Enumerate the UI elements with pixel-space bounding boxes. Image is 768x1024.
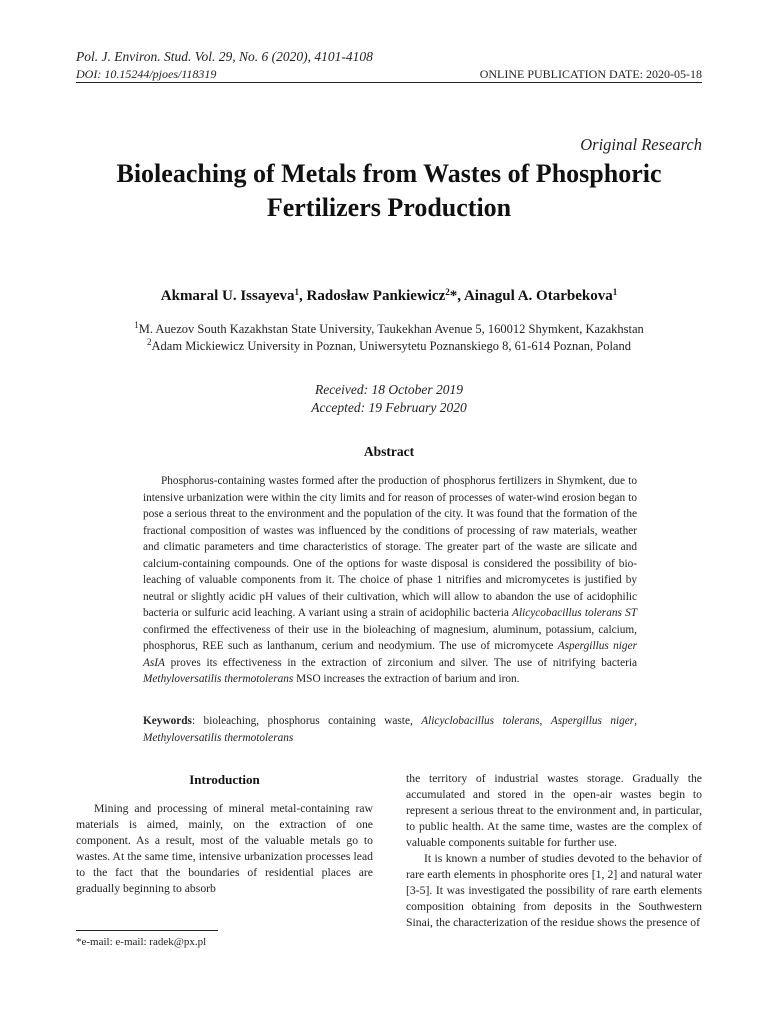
affiliation bbox=[76, 339, 702, 354]
body-paragraph: the territory of industrial wastes storage. Gradually the accumulated and stored in the open-air wastes begin to represent a serious threat to the environment and, in particular, to public health. At the same time, wastes are the complex of valuable components suitable for further use. bbox=[406, 772, 702, 849]
left-column bbox=[76, 801, 373, 897]
keyword-species: Methyloversatilis thermotolerans bbox=[143, 731, 294, 744]
body-paragraph: It is known a number of studies devoted to the behavior of rare earth elements in phosphorite ores [1, 2] and natural water [3-5]. It was investigated the possibility of rare earth elements composition obtaining from deposits in the Southwestern Sinai, the characterization of the residue shows the presence of bbox=[406, 852, 702, 929]
keywords-text: : bioleaching, phosphorus containing waste, bbox=[191, 715, 422, 727]
article-type: Original Research bbox=[580, 135, 702, 154]
author-name: Radosław Pankiewicz bbox=[306, 288, 446, 304]
author-affiliation-mark: 1 bbox=[294, 287, 300, 297]
keyword-separator: , bbox=[634, 715, 638, 727]
author-name: Akmaral U. Issayeva bbox=[160, 288, 295, 304]
keywords bbox=[143, 713, 637, 746]
author-affiliation-mark: 1 bbox=[612, 287, 618, 297]
header-divider bbox=[76, 82, 702, 83]
footnote-divider bbox=[76, 930, 218, 931]
author-separator: , bbox=[457, 288, 464, 304]
abstract-text: proves its effectiveness in the extraction of zirconium and silver. The use of nitrifying bacteria bbox=[164, 656, 637, 669]
author-affiliation-mark: 2 bbox=[445, 287, 450, 297]
accepted-date: Accepted: 19 February 2020 bbox=[311, 400, 467, 415]
right-column bbox=[406, 771, 702, 931]
introduction-heading: Introduction bbox=[189, 772, 260, 787]
doi-link[interactable]: DOI: 10.15244/pjoes/118319 bbox=[76, 67, 217, 81]
keyword-separator: , bbox=[539, 715, 551, 727]
abstract-text: MSO increases the extraction of barium and iron. bbox=[293, 673, 520, 685]
received-date: Received: 18 October 2019 bbox=[314, 382, 464, 397]
abstract-text: Phosphorus-containing wastes formed after the production of phosphorus fertilizers in Shymkent, due to intensive urbanization were within the city limits and for reason of processes of water-wind erosion began to pose a serious threat to the environment and the population of the city. It was found that the formation of the fractional composition of wastes was influenced by the conditions of processing of raw materials, weather and climatic parameters and time characteristics of storage. The greater part of the waste are silicate and calcium-containing compounds. One of the options for waste disposal is considered the possibility of bio-leaching of valuable components from it. The choice of phase 1 nitrifies and micromycetes is justified by neutral or slightly acidic pH values of their cultivation, which will allow to abandon the use of acidophilic bacteria or sulfuric acid leaching. A variant using a strain of acidophilic bacteria bbox=[143, 475, 637, 619]
species-name: Alicycobacillus tolerans ST bbox=[512, 607, 637, 619]
body-paragraph: Mining and processing of mineral metal-containing raw materials is aimed, mainly, on the extraction of one component. As a result, most of the valuable metals go to wastes. At the same time, intensive urbanization processes lead to the fact that the boundaries of residential places are gradually beginning to absorb bbox=[76, 802, 373, 895]
affiliation-number: 2 bbox=[147, 337, 152, 347]
species-name: Aspergillus niger AsIA bbox=[143, 640, 637, 669]
keyword-species: Aspergillus niger bbox=[550, 715, 635, 727]
affiliation-text: Adam Mickiewicz University in Poznan, Uniwersytetu Poznanskiego 8, 61-614 Poznan, Poland bbox=[151, 339, 631, 353]
affiliation-number: 1 bbox=[134, 320, 139, 330]
affiliation-text: M. Auezov South Kazakhstan State University, Taukekhan Avenue 5, 160012 Shymkent, Kazakhstan bbox=[138, 322, 644, 336]
author-list bbox=[76, 288, 702, 305]
abstract-body bbox=[143, 473, 637, 688]
article-title: Bioleaching of Metals from Wastes of Phosphoric Fertilizers Production bbox=[116, 159, 662, 222]
affiliation bbox=[76, 322, 702, 337]
abstract-paragraph bbox=[143, 473, 637, 688]
species-name: Methyloversatilis thermotolerans bbox=[143, 673, 294, 685]
online-publication-date: ONLINE PUBLICATION DATE: 2020-05-18 bbox=[479, 67, 702, 81]
author-name: Ainagul A. Otarbekova bbox=[463, 288, 613, 304]
corresponding-author-mark: * bbox=[449, 288, 458, 304]
footnote-email[interactable]: *e-mail: e-mail: radek@px.pl bbox=[76, 936, 207, 948]
abstract-heading: Abstract bbox=[363, 444, 415, 459]
journal-citation: Pol. J. Environ. Stud. Vol. 29, No. 6 (2020), 4101-4108 bbox=[76, 49, 373, 64]
keyword-species: Alicyclobacillus tolerans bbox=[421, 715, 540, 727]
author-separator: , bbox=[299, 288, 307, 304]
abstract-text: confirmed the effectiveness of their use in the bioleaching of magnesium, aluminum, potassium, calcium, phosphorus, REE such as lanthanum, cerium and neodymium. The use of micromycete bbox=[143, 623, 637, 652]
keywords-label: Keywords bbox=[143, 715, 192, 727]
